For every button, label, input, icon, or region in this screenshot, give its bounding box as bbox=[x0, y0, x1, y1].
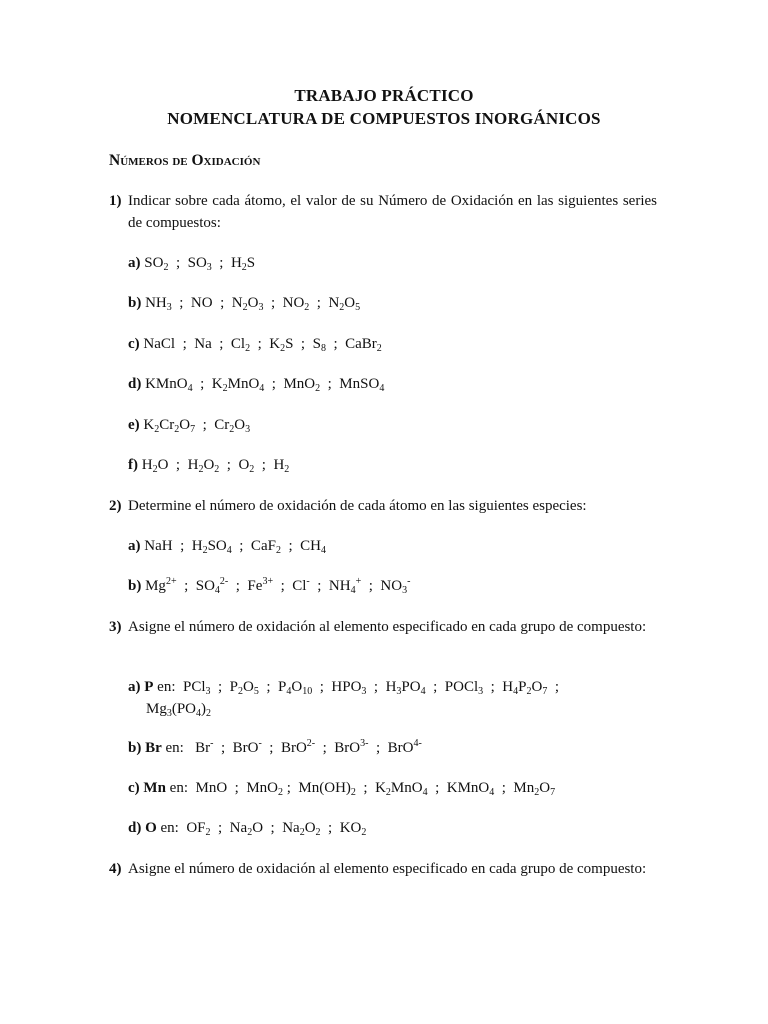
item-formulas: NaCl ; Na ; $Cl_2$ ; $K_2S$ ; $S_8$ ; CaBr$_2$ bbox=[143, 336, 382, 354]
item-label: d) bbox=[128, 820, 142, 836]
question-3-item-c bbox=[128, 777, 555, 799]
question-number: 3) bbox=[109, 619, 122, 635]
question-4 bbox=[109, 858, 657, 880]
question-3-item-d bbox=[128, 817, 366, 839]
question-text: Indicar sobre cada átomo, el valor de su Número de Oxidación en las siguientes series de compuestos: bbox=[128, 193, 657, 231]
question-1 bbox=[109, 190, 657, 234]
item-formulas-continuation: $Mg_3(PO_4)_2$ bbox=[146, 701, 212, 719]
question-1-item-c bbox=[128, 333, 382, 355]
item-formulas: $SO_2$ ; $SO_3$ ; $H_2S$ bbox=[144, 255, 256, 273]
question-1-item-e bbox=[128, 414, 250, 436]
question-2-item-a bbox=[128, 535, 326, 557]
question-1-item-a bbox=[128, 252, 255, 274]
document-subtitle: NOMENCLATURA DE COMPUESTOS INORGÁNICOS bbox=[167, 109, 601, 128]
item-label: d) bbox=[128, 376, 142, 392]
item-label: a) bbox=[128, 679, 141, 695]
item-formulas: $K_2Cr_2O_7$ ; $Cr_2O_3$ bbox=[143, 417, 251, 435]
item-formulas: en: PCl$_3$ ; $P_2O_5$ ; $P_4O_{10}$ ; $HPO_3$ ; $H_3PO_4$ ; POCl$_3$ ; $H_4P_2O_7$ ; bbox=[157, 679, 559, 697]
question-3 bbox=[109, 616, 657, 638]
item-formulas: $NH_3$ ; NO ; $N_2O_3$ ; $NO_2$ ; $N_2O_5$ bbox=[145, 295, 361, 313]
item-element: Mn bbox=[143, 780, 166, 796]
document-title: TRABAJO PRÁCTICO bbox=[294, 86, 474, 105]
item-label: f) bbox=[128, 457, 138, 473]
question-number: 2) bbox=[109, 498, 122, 514]
item-label: e) bbox=[128, 417, 140, 433]
item-formulas: en: $OF_2$ ; $Na_2O$ ; $Na_2O_2$ ; $KO_2$ bbox=[160, 820, 367, 838]
item-element: Br bbox=[145, 740, 162, 756]
item-label: a) bbox=[128, 255, 141, 271]
question-number: 1) bbox=[109, 193, 122, 209]
section-heading: Números de Oxidación bbox=[109, 152, 261, 169]
question-2-item-b bbox=[128, 575, 410, 597]
item-element: P bbox=[144, 679, 154, 695]
question-3-item-a bbox=[128, 676, 657, 720]
item-label: c) bbox=[128, 780, 140, 796]
item-formulas: en: Br- ; BrO- ; BrO$^{2-}$ ; BrO$^{3-}$ ; BrO$^{4-}$ bbox=[165, 738, 422, 756]
item-label: b) bbox=[128, 295, 142, 311]
item-label: c) bbox=[128, 336, 140, 352]
question-text: Asigne el número de oxidación al elemento especificado en cada grupo de compuesto: bbox=[128, 619, 647, 635]
item-formulas: $H_2O$ ; $H_2O_2$ ; $O_2$ ; $H_2$ bbox=[141, 457, 290, 475]
question-number: 4) bbox=[109, 861, 122, 877]
item-formulas: NaH ; $H_2SO_4$ ; CaF$_2$ ; $CH_4$ bbox=[144, 538, 326, 556]
item-label: b) bbox=[128, 578, 142, 594]
question-1-item-d bbox=[128, 373, 384, 395]
question-2 bbox=[109, 495, 657, 517]
item-label: a) bbox=[128, 538, 141, 554]
question-text: Determine el número de oxidación de cada átomo en las siguientes especies: bbox=[128, 498, 587, 514]
item-formulas: en: MnO ; MnO$_2$ ; $Mn(OH)_2$ ; $K_2MnO_4$ ; KMnO$_4$ ; $Mn_2O_7$ bbox=[169, 780, 556, 798]
item-formulas: KMnO$_4$ ; $K_2MnO_4$ ; MnO$_2$ ; MnSO$_4$ bbox=[145, 376, 385, 394]
question-text: Asigne el número de oxidación al elemento especificado en cada grupo de compuesto: bbox=[128, 861, 647, 877]
item-formulas: $Mg^{2+}$ ; $SO_4^{2-}$ ; $Fe^{3+}$ ; Cl- ; $NH_4^+$ ; $NO_3^-$ bbox=[145, 576, 411, 596]
item-element: O bbox=[145, 820, 157, 836]
question-3-item-b bbox=[128, 737, 422, 759]
question-1-item-f bbox=[128, 454, 289, 476]
item-label: b) bbox=[128, 740, 142, 756]
question-1-item-b bbox=[128, 292, 360, 314]
